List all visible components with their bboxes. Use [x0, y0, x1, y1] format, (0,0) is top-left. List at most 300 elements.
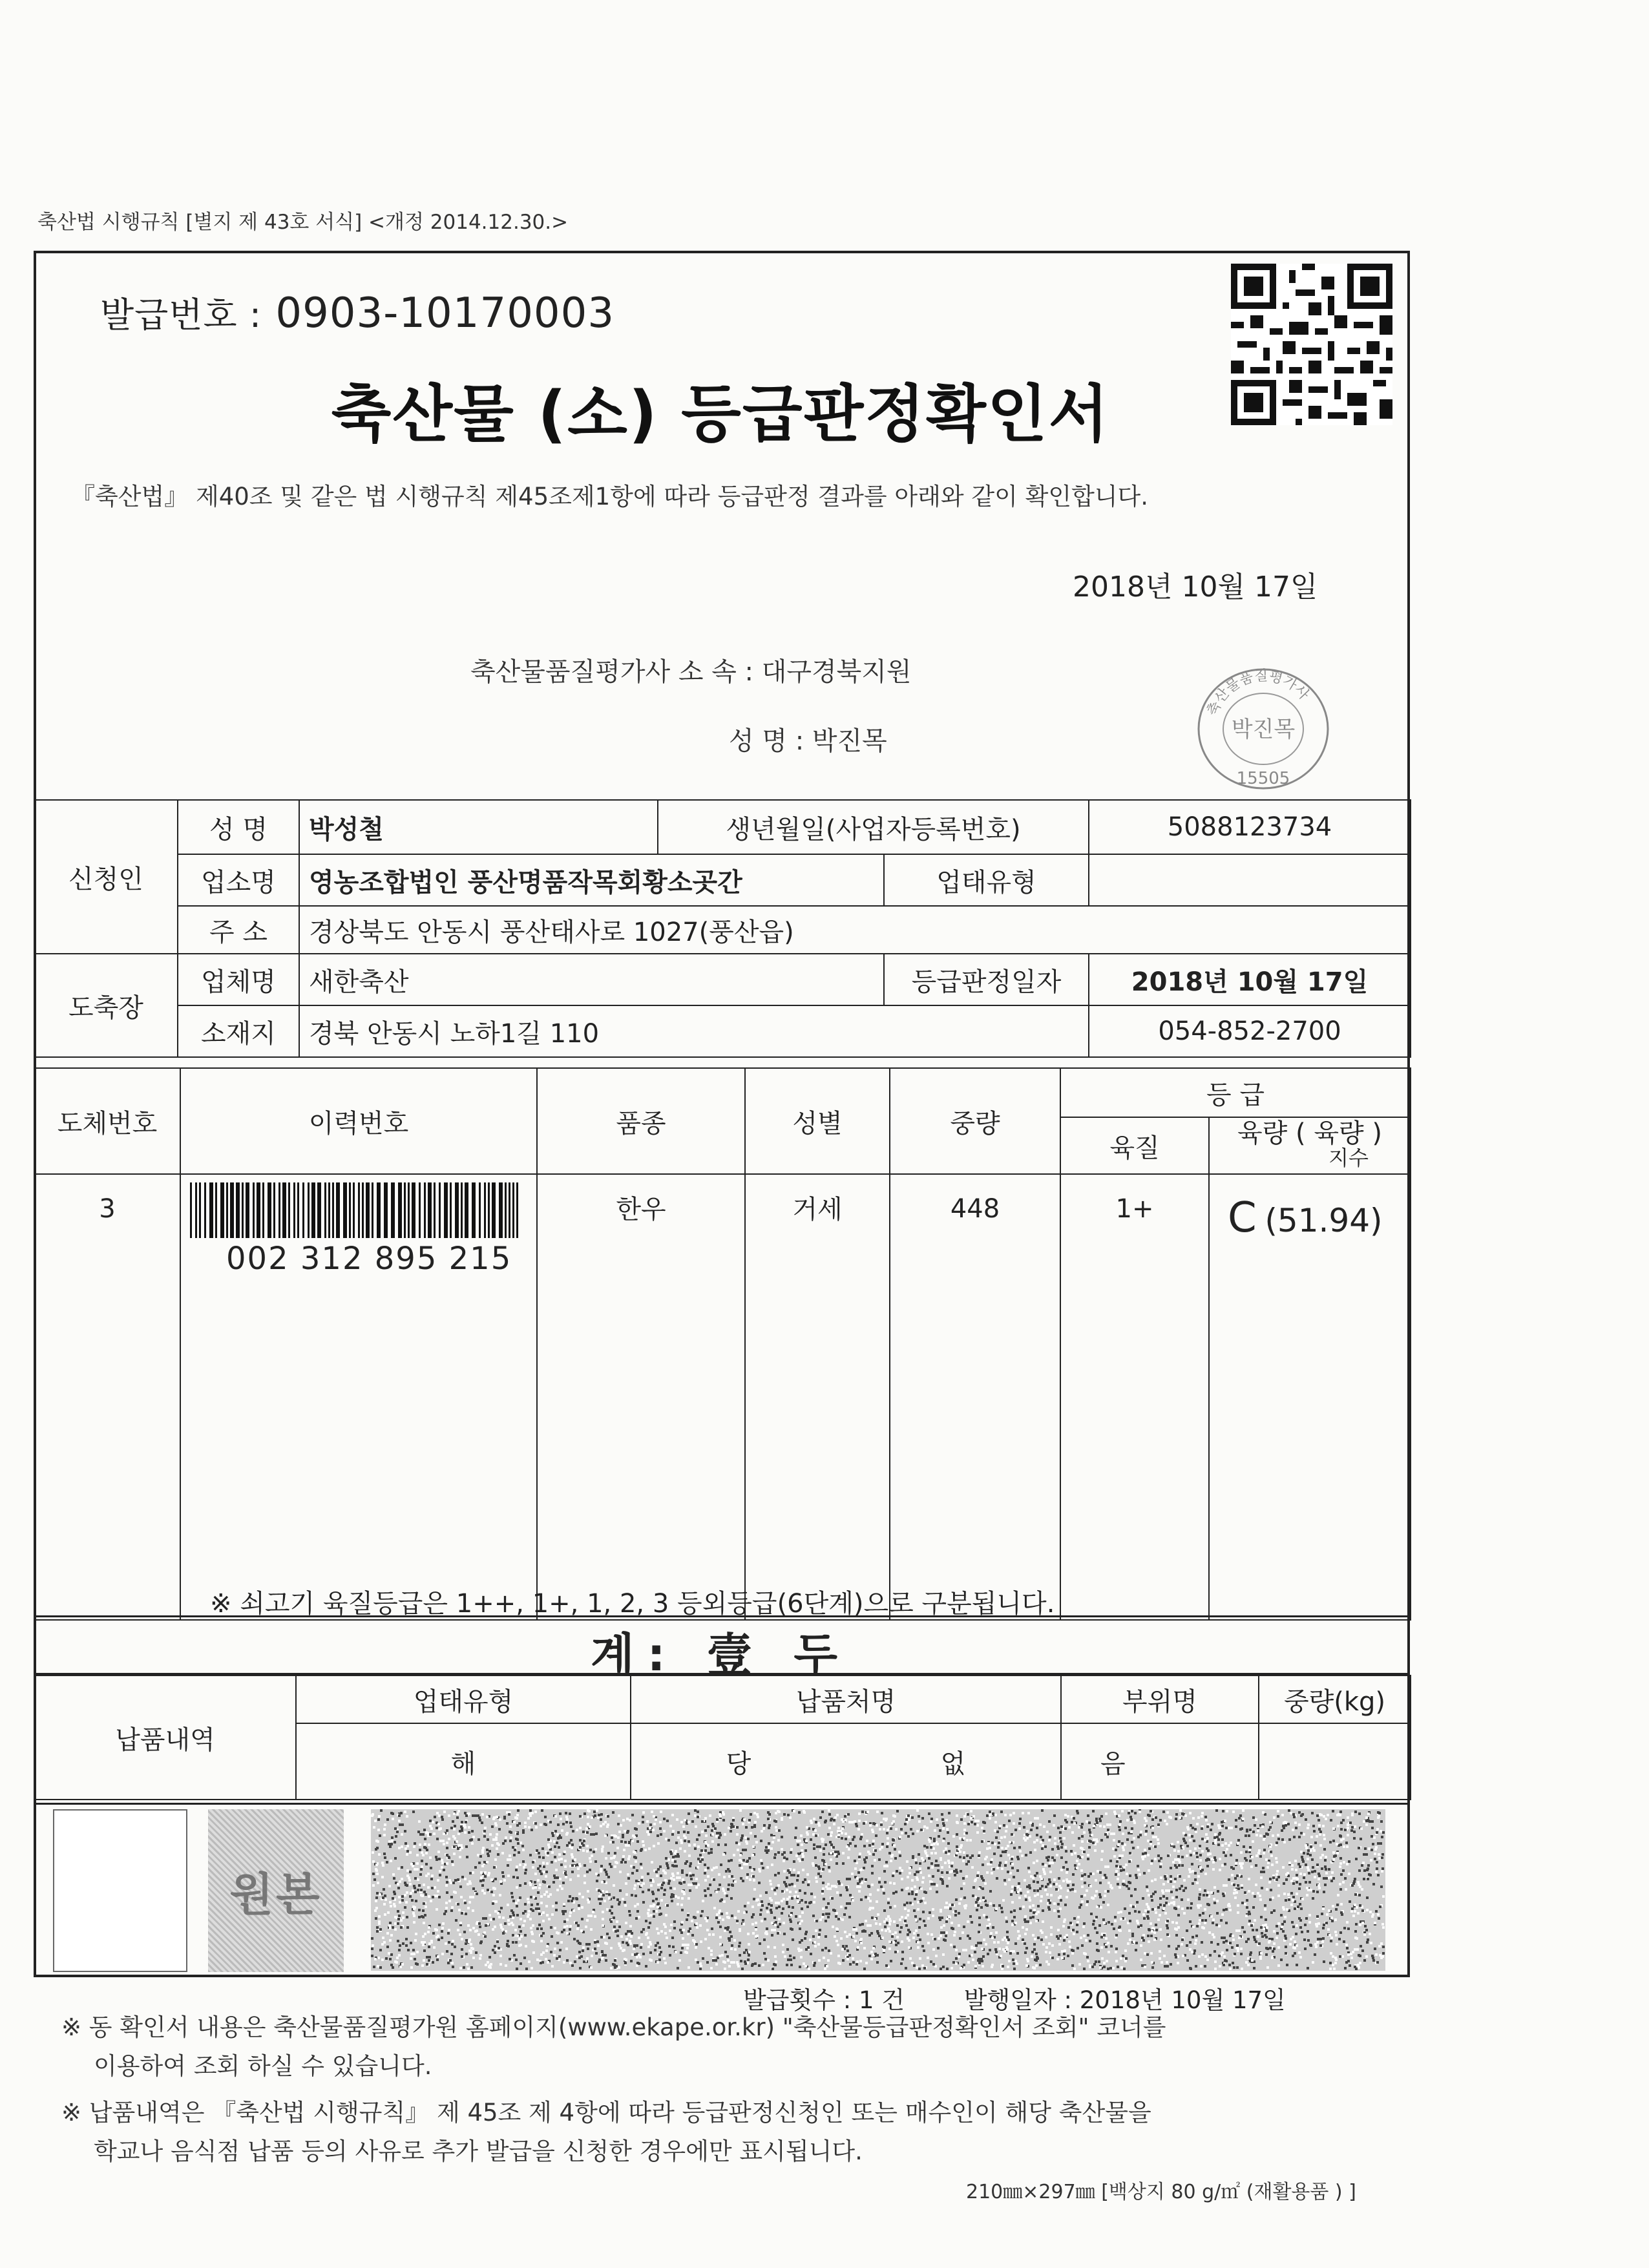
noise-dot	[652, 1893, 655, 1895]
noise-dot	[426, 1956, 428, 1958]
noise-dot	[499, 1955, 502, 1957]
noise-dot	[1249, 1846, 1252, 1849]
noise-dot	[1347, 1816, 1349, 1819]
noise-dot	[888, 1930, 891, 1933]
noise-dot	[1255, 1834, 1258, 1836]
noise-dot	[974, 1880, 976, 1882]
noise-dot	[578, 1951, 581, 1953]
noise-dot	[901, 1958, 904, 1960]
noise-dot	[422, 1909, 425, 1912]
noise-dot	[1339, 1931, 1342, 1934]
noise-dot	[579, 1967, 582, 1969]
noise-dot	[989, 1817, 991, 1820]
noise-dot	[398, 1820, 401, 1822]
noise-dot	[1131, 1810, 1133, 1812]
noise-dot	[522, 1860, 525, 1863]
noise-dot	[1339, 1857, 1342, 1860]
noise-dot	[976, 1831, 979, 1834]
noise-dot	[854, 1940, 857, 1942]
noise-dot	[1318, 1819, 1320, 1822]
noise-dot	[550, 1951, 552, 1953]
noise-dot	[538, 1913, 541, 1915]
noise-dot	[1087, 1858, 1089, 1860]
noise-dot	[468, 1826, 470, 1829]
noise-dot	[946, 1918, 949, 1920]
noise-dot	[1376, 1831, 1378, 1834]
noise-dot	[545, 1958, 547, 1960]
noise-dot	[775, 1826, 777, 1829]
noise-dot	[1311, 1858, 1314, 1861]
noise-dot	[708, 1947, 710, 1949]
noise-dot	[1191, 1863, 1193, 1865]
noise-dot	[527, 1898, 529, 1900]
noise-dot	[956, 1814, 958, 1817]
noise-dot	[972, 1886, 975, 1889]
noise-dot	[618, 1831, 621, 1833]
noise-dot	[1078, 1863, 1080, 1865]
noise-dot	[782, 1951, 784, 1953]
noise-dot	[1059, 1935, 1062, 1937]
noise-dot	[627, 1858, 630, 1860]
noise-dot	[1118, 1840, 1120, 1843]
noise-dot	[1215, 1924, 1218, 1926]
noise-dot	[1096, 1931, 1098, 1934]
noise-dot	[474, 1866, 477, 1869]
noise-dot	[530, 1896, 532, 1898]
noise-dot	[974, 1823, 976, 1825]
noise-dot	[657, 1932, 660, 1935]
noise-dot	[828, 1949, 830, 1952]
noise-dot	[739, 1859, 741, 1862]
noise-dot	[422, 1854, 425, 1856]
noise-dot	[668, 1880, 671, 1882]
noise-dot	[679, 1847, 682, 1850]
noise-dot	[1148, 1940, 1150, 1943]
noise-dot	[1097, 1870, 1099, 1873]
noise-dot	[1035, 1959, 1038, 1962]
noise-dot	[1232, 1938, 1235, 1941]
noise-dot	[1265, 1918, 1267, 1921]
noise-dot	[1115, 1934, 1118, 1937]
noise-dot	[657, 1889, 660, 1891]
noise-dot	[372, 1860, 375, 1863]
noise-dot	[579, 1846, 582, 1849]
noise-dot	[1107, 1865, 1109, 1868]
noise-dot	[516, 1865, 518, 1868]
noise-dot	[1064, 1904, 1067, 1906]
noise-dot	[1140, 1944, 1142, 1947]
noise-dot	[433, 1946, 436, 1949]
noise-dot	[1219, 1869, 1221, 1871]
barcode-bar	[499, 1182, 503, 1238]
noise-dot	[445, 1942, 447, 1945]
noise-dot	[1295, 1827, 1297, 1829]
noise-dot	[454, 1946, 456, 1948]
noise-dot	[1102, 1901, 1105, 1904]
noise-dot	[394, 1827, 397, 1830]
noise-dot	[954, 1910, 957, 1913]
noise-dot	[1204, 1955, 1207, 1958]
noise-dot	[598, 1898, 600, 1900]
noise-dot	[1216, 1912, 1219, 1915]
noise-dot	[713, 1878, 715, 1881]
noise-dot	[389, 1922, 392, 1924]
noise-dot	[540, 1935, 543, 1937]
noise-dot	[998, 1904, 1001, 1907]
noise-dot	[1184, 1887, 1187, 1889]
noise-dot	[783, 1813, 786, 1816]
noise-dot	[894, 1951, 897, 1953]
noise-dot	[375, 1900, 377, 1902]
noise-dot	[381, 1958, 384, 1961]
noise-dot	[1133, 1940, 1135, 1943]
noise-dot	[627, 1844, 630, 1847]
noise-dot	[860, 1836, 863, 1838]
noise-dot	[713, 1907, 716, 1909]
noise-dot	[1372, 1843, 1374, 1845]
noise-dot	[1369, 1874, 1372, 1876]
noise-dot	[528, 1826, 530, 1829]
noise-dot	[693, 1916, 695, 1918]
noise-dot	[422, 1944, 425, 1946]
noise-dot	[503, 1817, 506, 1820]
noise-dot	[378, 1815, 381, 1818]
noise-dot	[1258, 1849, 1261, 1852]
noise-dot	[814, 1945, 817, 1948]
noise-dot	[515, 1958, 518, 1961]
noise-dot	[414, 1891, 417, 1893]
noise-dot	[782, 1944, 784, 1946]
noise-dot	[532, 1866, 534, 1869]
noise-dot	[565, 1816, 568, 1818]
noise-dot	[913, 1932, 916, 1935]
col-yield-index-sub: 지수	[1329, 1146, 1369, 1170]
noise-dot	[587, 1948, 589, 1950]
noise-dot	[671, 1937, 674, 1939]
noise-dot	[1325, 1877, 1328, 1880]
noise-dot	[1069, 1922, 1072, 1924]
noise-dot	[1343, 1845, 1345, 1848]
noise-dot	[1141, 1856, 1144, 1858]
noise-dot	[642, 1816, 644, 1818]
noise-dot	[728, 1875, 731, 1878]
noise-dot	[940, 1857, 942, 1860]
noise-dot	[1124, 1960, 1127, 1962]
noise-dot	[744, 1960, 746, 1963]
noise-dot	[999, 1862, 1002, 1864]
noise-dot	[642, 1891, 644, 1893]
noise-dot	[801, 1853, 804, 1855]
noise-dot	[1322, 1937, 1325, 1940]
noise-dot	[449, 1959, 452, 1962]
noise-dot	[684, 1836, 687, 1839]
noise-dot	[1157, 1842, 1160, 1845]
noise-dot	[699, 1962, 702, 1965]
noise-dot	[539, 1865, 541, 1867]
noise-dot	[527, 1817, 530, 1820]
noise-dot	[710, 1953, 713, 1956]
noise-dot	[1291, 1868, 1294, 1871]
noise-dot	[509, 1858, 512, 1861]
noise-dot	[684, 1819, 686, 1822]
noise-dot	[627, 1873, 629, 1876]
noise-dot	[1170, 1963, 1172, 1966]
noise-dot	[1119, 1829, 1121, 1831]
noise-dot	[644, 1849, 647, 1851]
noise-dot	[1374, 1922, 1376, 1924]
noise-dot	[1081, 1885, 1084, 1888]
noise-dot	[773, 1929, 776, 1931]
noise-dot	[958, 1912, 960, 1915]
noise-dot	[702, 1900, 704, 1902]
noise-dot	[1318, 1824, 1321, 1827]
noise-dot	[801, 1899, 803, 1902]
noise-dot	[1262, 1811, 1265, 1814]
noise-dot	[1366, 1896, 1369, 1899]
noise-dot	[609, 1841, 612, 1843]
noise-dot	[1094, 1849, 1097, 1852]
noise-dot	[1100, 1946, 1103, 1949]
noise-dot	[640, 1848, 643, 1851]
noise-dot	[494, 1926, 496, 1928]
noise-dot	[1111, 1887, 1113, 1889]
noise-dot	[1151, 1899, 1153, 1902]
noise-dot	[1170, 1875, 1172, 1878]
noise-dot	[441, 1862, 444, 1864]
noise-dot	[876, 1824, 878, 1827]
noise-dot	[937, 1869, 940, 1872]
noise-dot	[1336, 1843, 1338, 1845]
noise-dot	[833, 1819, 835, 1822]
noise-dot	[1173, 1901, 1175, 1904]
noise-dot	[1277, 1895, 1280, 1897]
noise-dot	[1017, 1937, 1020, 1940]
noise-dot	[1049, 1871, 1052, 1873]
noise-dot	[430, 1940, 433, 1942]
noise-dot	[894, 1905, 896, 1907]
barcode-bar	[204, 1182, 206, 1238]
noise-dot	[730, 1935, 733, 1938]
noise-dot	[1148, 1814, 1151, 1817]
noise-dot	[1170, 1902, 1173, 1904]
noise-dot	[1027, 1891, 1029, 1893]
noise-dot	[971, 1921, 973, 1924]
noise-dot	[989, 1847, 991, 1849]
noise-dot	[1076, 1867, 1078, 1869]
noise-dot	[527, 1913, 530, 1916]
noise-dot	[852, 1899, 854, 1902]
noise-dot	[1361, 1922, 1364, 1924]
noise-dot	[1354, 1966, 1356, 1968]
grade-date-label: 등급판정일자	[884, 954, 1089, 1005]
noise-dot	[1022, 1906, 1025, 1908]
noise-dot	[470, 1966, 473, 1969]
noise-dot	[1349, 1964, 1351, 1967]
noise-dot	[510, 1836, 512, 1839]
noise-dot	[1316, 1864, 1319, 1866]
noise-dot	[384, 1913, 386, 1916]
noise-dot	[1344, 1877, 1347, 1880]
noise-dot	[1018, 1822, 1021, 1825]
barcode-bar	[199, 1182, 201, 1238]
noise-dot	[618, 1901, 621, 1904]
noise-dot	[1108, 1882, 1110, 1884]
noise-dot	[687, 1831, 689, 1834]
noise-dot	[614, 1852, 616, 1854]
noise-dot	[666, 1862, 668, 1865]
noise-dot	[1372, 1959, 1375, 1962]
noise-dot	[1239, 1814, 1242, 1817]
noise-dot	[1184, 1814, 1187, 1817]
noise-dot	[1178, 1864, 1181, 1867]
noise-dot	[929, 1911, 931, 1914]
noise-dot	[905, 1832, 907, 1834]
noise-dot	[629, 1930, 632, 1933]
noise-dot	[930, 1960, 932, 1963]
noise-dot	[602, 1823, 605, 1825]
noise-dot	[452, 1820, 454, 1823]
noise-dot	[1255, 1854, 1258, 1857]
noise-dot	[1222, 1893, 1224, 1895]
noise-dot	[781, 1912, 783, 1915]
noise-dot	[1031, 1951, 1034, 1953]
noise-dot	[1214, 1833, 1217, 1836]
noise-dot	[901, 1889, 903, 1891]
noise-dot	[1186, 1959, 1189, 1962]
noise-dot	[690, 1878, 693, 1880]
noise-dot	[1338, 1938, 1341, 1940]
noise-dot	[1269, 1845, 1272, 1848]
noise-dot	[660, 1899, 663, 1902]
noise-dot	[852, 1928, 855, 1931]
noise-dot	[797, 1871, 800, 1874]
noise-dot	[389, 1927, 392, 1929]
noise-dot	[1032, 1934, 1035, 1937]
noise-dot	[752, 1875, 755, 1878]
noise-dot	[1182, 1846, 1184, 1849]
noise-dot	[418, 1909, 421, 1911]
noise-dot	[848, 1836, 850, 1838]
noise-dot	[1234, 1896, 1237, 1899]
noise-dot	[572, 1909, 575, 1912]
noise-dot	[1231, 1946, 1234, 1949]
noise-dot	[936, 1891, 938, 1893]
noise-dot	[528, 1910, 530, 1913]
noise-dot	[799, 1922, 801, 1925]
noise-dot	[1236, 1874, 1239, 1877]
noise-dot	[1209, 1954, 1212, 1957]
noise-dot	[375, 1869, 378, 1872]
noise-dot	[887, 1915, 890, 1918]
noise-dot	[425, 1893, 427, 1896]
noise-dot	[815, 1864, 817, 1867]
noise-dot	[394, 1916, 397, 1918]
noise-dot	[423, 1884, 425, 1886]
noise-dot	[1056, 1854, 1058, 1856]
applicant-name-label: 성 명	[178, 800, 299, 854]
noise-dot	[1119, 1823, 1121, 1826]
noise-dot	[940, 1909, 942, 1911]
noise-dot	[958, 1924, 960, 1927]
noise-dot	[742, 1880, 744, 1882]
noise-dot	[1072, 1949, 1075, 1952]
noise-dot	[512, 1924, 514, 1926]
noise-dot	[472, 1957, 475, 1959]
noise-dot	[938, 1835, 940, 1838]
noise-dot	[1164, 1878, 1167, 1880]
noise-dot	[1144, 1833, 1147, 1836]
noise-dot	[1165, 1902, 1168, 1904]
noise-dot	[1077, 1812, 1079, 1814]
noise-dot	[560, 1836, 562, 1839]
noise-dot	[1351, 1812, 1354, 1815]
noise-dot	[955, 1962, 958, 1965]
noise-dot	[738, 1945, 740, 1948]
noise-dot	[556, 1957, 558, 1960]
noise-dot	[1247, 1964, 1250, 1966]
noise-dot	[1179, 1809, 1182, 1812]
noise-dot	[907, 1933, 909, 1936]
noise-dot	[1055, 1883, 1058, 1885]
noise-dot	[494, 1945, 496, 1948]
noise-dot	[917, 1934, 919, 1937]
barcode-bar	[484, 1182, 486, 1238]
noise-dot	[730, 1897, 733, 1900]
noise-dot	[649, 1943, 652, 1946]
noise-dot	[1093, 1825, 1095, 1827]
noise-dot	[425, 1831, 428, 1834]
noise-dot	[753, 1879, 755, 1882]
noise-dot	[486, 1849, 488, 1851]
noise-dot	[740, 1837, 743, 1840]
noise-dot	[1096, 1906, 1098, 1908]
noise-dot	[726, 1895, 728, 1897]
noise-dot	[461, 1955, 463, 1958]
noise-dot	[668, 1945, 671, 1948]
noise-dot	[1312, 1890, 1315, 1893]
noise-dot	[806, 1906, 809, 1908]
noise-dot	[1361, 1949, 1364, 1952]
noise-dot	[1280, 1914, 1283, 1916]
noise-dot	[1290, 1812, 1292, 1814]
noise-dot	[461, 1948, 463, 1951]
noise-dot	[494, 1910, 497, 1913]
noise-dot	[432, 1821, 434, 1823]
noise-dot	[1206, 1837, 1209, 1840]
noise-dot	[1151, 1961, 1153, 1964]
location-value: 경북 안동시 노하1길 110	[299, 1005, 1089, 1057]
noise-dot	[1051, 1856, 1054, 1859]
noise-dot	[1359, 1962, 1361, 1964]
noise-dot	[994, 1829, 996, 1832]
noise-dot	[1172, 1861, 1175, 1864]
noise-dot	[878, 1877, 881, 1880]
noise-dot	[1304, 1948, 1307, 1950]
noise-dot	[1051, 1957, 1054, 1959]
noise-dot	[1223, 1909, 1225, 1911]
noise-dot	[1099, 1896, 1102, 1898]
noise-dot	[547, 1843, 550, 1846]
noise-dot	[837, 1851, 839, 1853]
noise-dot	[1248, 1849, 1251, 1851]
barcode-bar	[297, 1182, 299, 1238]
noise-dot	[436, 1827, 438, 1829]
noise-dot	[472, 1887, 475, 1890]
noise-dot	[620, 1824, 622, 1827]
noise-dot	[566, 1959, 569, 1962]
delivery-val-3: 없	[940, 1748, 966, 1779]
noise-dot	[1295, 1933, 1297, 1935]
